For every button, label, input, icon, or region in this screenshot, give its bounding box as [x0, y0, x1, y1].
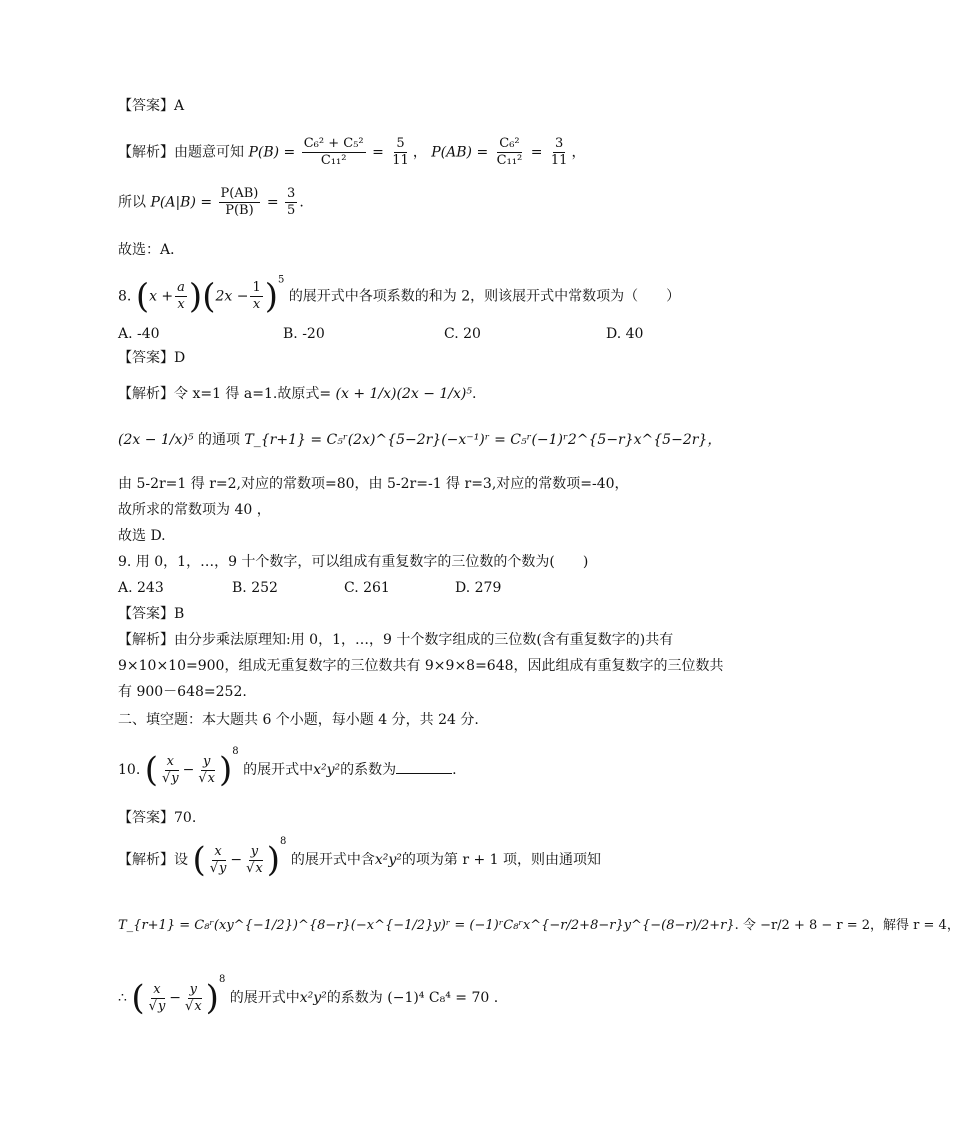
cond-value: $\frac{3}{5}$: [287, 186, 296, 218]
q8-option-a[interactable]: A. -40: [118, 326, 160, 342]
answer-label: 【答案】: [118, 98, 174, 114]
q9-option-b[interactable]: B. 252: [232, 580, 278, 596]
q8-general-term: (2x − 1/x)⁵ 的通项 T_{r+1} = C₅ʳ(2x)^{5−2r}(−x⁻¹)ʳ = C₅ʳ(−1)ʳ2^{5−r}x^{5−2r}，: [118, 432, 722, 448]
q9-analysis-2: 9×10×10=900，组成无重复数字的三位数共有 9×9×8=648，因此组成有重复数字的三位数共: [118, 658, 724, 674]
q8-option-b[interactable]: B. -20: [283, 326, 325, 342]
cond-fraction: $\frac{P(AB)}{P(B)}$: [220, 186, 259, 218]
q8-analysis-1: 【解析】令 x=1 得 a=1.故原式= (x + 1/x)(2x − 1/x)⁵.: [118, 386, 477, 402]
q10-final: ∴ ( $\frac{x}{√y}$ − $\frac{y}{√x}$ )$^8$ 的展开式中x²y²的系数为 (−1)⁴ C₈⁴ = 70 .: [118, 974, 499, 1018]
q8-stem: 8. (x + $\frac{a}{x}$ )(2x − $\frac{1}{x}$ )$^5$ 的展开式中各项系数的和为 2，则该展开式中常数项为（ ）: [118, 274, 681, 317]
q10-tr-formula: T_{r+1} = C₈ʳ(xy^{−1/2})^{8−r}(−x^{−1/2}y)ʳ = (−1)ʳC₈ʳx^{−r/2+8−r}y^{−(8−r)/2+r}. 令 −r/2 + 8 − r = 2，解得 r = 4，: [118, 918, 960, 933]
answer-value: A: [174, 98, 185, 114]
q9-answer: 【答案】B: [118, 606, 185, 622]
section-title: 二、填空题：本大题共 6 个小题，每小题 4 分，共 24 分.: [118, 712, 479, 728]
pab-value: $\frac{3}{11}$: [550, 136, 568, 168]
q10-analysis-1: 【解析】设 ( $\frac{x}{√y}$ − $\frac{y}{√x}$ )$^8$ 的展开式中含x²y²的项为第 r + 1 项，则由通项知: [118, 836, 602, 880]
q8-choose: 故选 D.: [118, 528, 166, 544]
q8-option-c[interactable]: C. 20: [444, 326, 481, 342]
q9-stem: 9. 用 0，1，…，9 十个数字，可以组成有重复数字的三位数的个数为( ): [118, 554, 589, 570]
q7-answer: [118, 96, 184, 116]
pb-fraction: $\frac{\text{C₆² + C₅²}}{\text{C₁₁²}}$: [303, 136, 364, 168]
q10-answer: 【答案】70.: [118, 810, 197, 826]
q8-analysis-4: 故所求的常数项为 40 ，: [118, 502, 271, 518]
q9-analysis-1: 【解析】由分步乘法原理知:用 0，1，…，9 十个数字组成的三位数(含有重复数字的)共有: [118, 632, 674, 648]
q9-option-a[interactable]: A. 243: [118, 580, 164, 596]
q9-option-d[interactable]: D. 279: [455, 580, 502, 596]
q9-analysis-3: 有 900－648=252.: [118, 684, 247, 700]
q8-option-d[interactable]: D. 40: [606, 326, 644, 342]
q8-answer: 【答案】D: [118, 350, 186, 366]
pab-fraction: $\frac{\text{C₆²}}{\text{C₁₁²}}$: [496, 136, 523, 168]
q9-option-c[interactable]: C. 261: [344, 580, 390, 596]
q7-conditional: 所以 P(A|B) = $\frac{P(AB)}{P(B)}$ = $\frac{3}{5}$ .: [118, 186, 304, 218]
q10-stem: 10. ( $\frac{x}{√y}$ − $\frac{y}{√x}$ )$^8$ 的展开式中x²y²的系数为 .: [118, 746, 457, 790]
q8-analysis-3: 由 5-2r=1 得 r=2,对应的常数项=80，由 5-2r=-1 得 r=3,对应的常数项=-40，: [118, 476, 629, 492]
q7-choose: 故选：A．: [118, 242, 185, 258]
answer-blank[interactable]: [396, 759, 452, 774]
q7-analysis: 【解析】由题意可知 P(B) = $\frac{\text{C₆² + C₅²}}{\text{C₁₁²}}$ = $\frac{5}{11}$ ， P(AB) = $\frac{\text{C₆²}}{\text{C₁₁²}}$ = $\frac{3}{11}$ ，: [118, 136, 586, 168]
pb-value: $\frac{5}{11}$: [392, 136, 409, 168]
